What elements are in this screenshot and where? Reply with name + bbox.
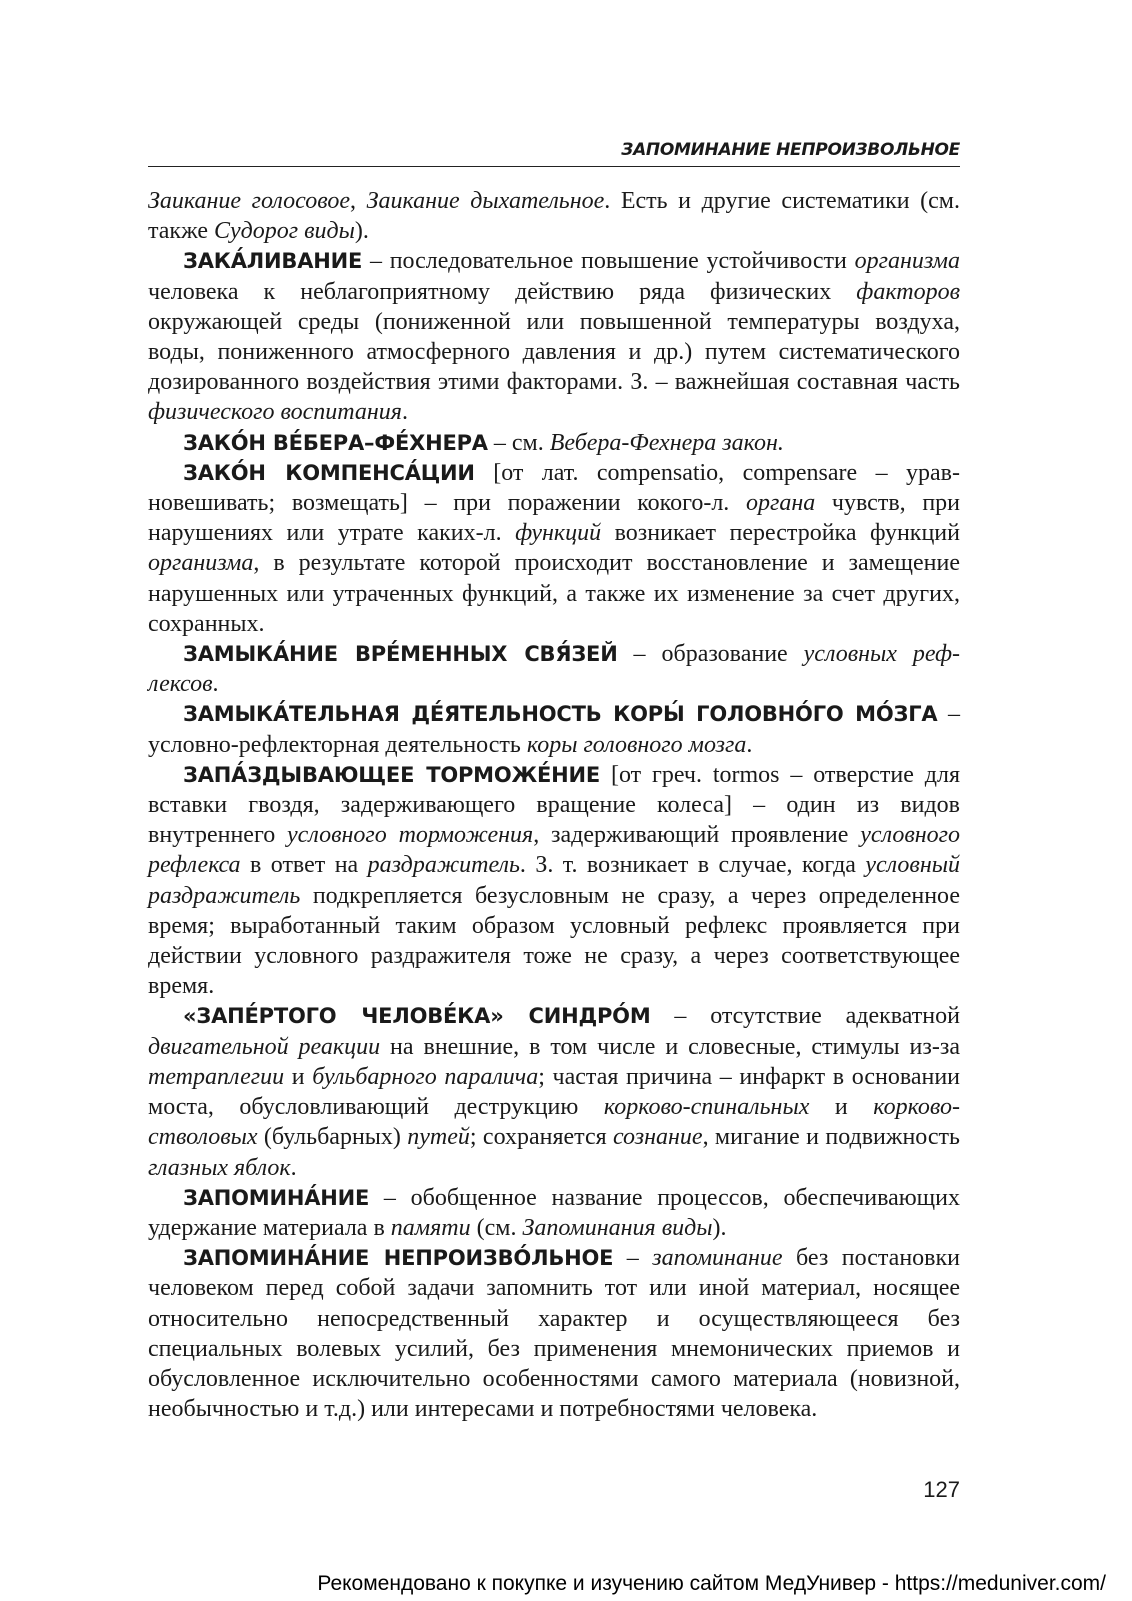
entry-term: ЗАПА́ЗДЫВАЮЩЕЕ ТОРМОЖЕ́НИЕ xyxy=(183,762,601,787)
entry-term: ЗАПОМИНА́НИЕ НЕПРОИЗВО́ЛЬНОЕ xyxy=(183,1246,614,1271)
dictionary-entry xyxy=(148,1001,960,1182)
entry-text: . xyxy=(746,731,753,758)
entry-text: , xyxy=(349,188,367,214)
entry-text: – см. xyxy=(487,429,550,456)
entry-text: – образование xyxy=(617,641,804,668)
cross-reference: сознание xyxy=(613,1124,703,1151)
cross-reference: Заикание дыхательное xyxy=(366,188,605,214)
entry-text: . xyxy=(290,1154,297,1181)
entry-text: подкрепляется безусловным не сразу, а через определенное время; выработанный таким образом условный рефлекс проявляется при действии условного раздражителя тоже не сразу, а через соответствующее время. xyxy=(148,882,960,1000)
dictionary-entry xyxy=(148,760,960,1002)
entry-text: чувств, при нарушениях или утрате каких-л. xyxy=(148,490,960,547)
dictionary-entry xyxy=(148,639,960,699)
entry-text: на внешние, в том числе и словесные, стимулы из-за xyxy=(380,1033,960,1060)
dictionary-entry xyxy=(148,699,960,759)
cross-reference: условных рефлексов xyxy=(148,641,960,698)
cross-reference: организма xyxy=(148,550,254,577)
entry-text: без постановки человеком перед собой задачи запомнить тот или иной материал, носящее относительно непосредственный характер и осуществляющееся без специальных волевых усилий, без применения мнемонических приемов и обусловленное исключительно особенностями самого материала (новизной, необычностью и т.д.) или интересами и потребностями человека. xyxy=(148,1245,961,1423)
entry-text: – отсутствие адекватной xyxy=(650,1003,960,1030)
cross-reference: тетраплегии xyxy=(148,1063,285,1090)
cross-reference: Вебера-Фехнера закон. xyxy=(549,429,784,456)
cross-reference: органа xyxy=(745,490,816,517)
cross-reference: коры головного мозга xyxy=(526,731,747,758)
cross-reference: бульбарного паралича xyxy=(312,1063,539,1090)
page-number: 127 xyxy=(923,1477,960,1502)
entry-text: и xyxy=(284,1063,313,1090)
entry-text: . xyxy=(401,399,408,426)
entry-text: – обобщенное название процессов, обеспечивающих удержание материала в xyxy=(148,1184,960,1241)
cross-reference: памяти xyxy=(390,1214,471,1241)
cross-reference: условный раздражитель xyxy=(148,852,960,909)
entry-term: ЗАКО́Н ВЕ́БЕРА–ФЕ́ХНЕРА xyxy=(183,430,488,455)
entry-text: . xyxy=(212,671,219,698)
dictionary-entry xyxy=(148,1243,960,1424)
cross-reference: корково-стволовых xyxy=(148,1094,960,1151)
entry-text: (см. xyxy=(470,1214,523,1241)
entry-text: ; частая причина – инфаркт в основании моста, обусловливающий деструкцию xyxy=(148,1063,961,1121)
dictionary-entry xyxy=(148,246,960,427)
entry-term: ЗАПОМИНА́НИЕ xyxy=(183,1185,370,1210)
dictionary-entry xyxy=(148,458,960,639)
cross-reference: условного торможения xyxy=(287,822,534,849)
entry-text: человека к неблагоприятному действию ряда физических xyxy=(148,278,857,305)
entry-term: ЗАМЫКА́НИЕ ВРЕ́МЕННЫХ СВЯ́ЗЕЙ xyxy=(183,642,618,667)
cross-reference: запоминание xyxy=(652,1245,783,1272)
cross-reference: глазных яблок xyxy=(148,1154,291,1181)
entry-text: ). xyxy=(712,1214,727,1241)
entry-text: окружающей среды (пониженной или повышенной температуры воздуха, воды, пониженного атмосферного давления и др.) путем систематического дозированного воздействия этими факторами. З. – важнейшая составная часть xyxy=(148,308,960,396)
entry-text: , мигание и подвижность xyxy=(702,1124,960,1151)
entry-text: – последовательное повышение устойчивости xyxy=(362,248,855,275)
cross-reference: двигательной реакции xyxy=(148,1033,381,1060)
cross-reference: путей xyxy=(407,1124,470,1151)
cross-reference: Судорог виды xyxy=(214,218,355,245)
cross-reference: физического воспитания xyxy=(148,399,402,426)
footer-note: Рекомендовано к покупке и изучению сайтом МедУнивер - https://meduniver.com/ xyxy=(317,1572,1106,1595)
running-header: ЗАПОМИНАНИЕ НЕПРОИЗВОЛЬНОЕ xyxy=(148,140,960,167)
dictionary-entry xyxy=(148,428,960,458)
cross-reference: условного рефлекса xyxy=(148,822,961,879)
entry-text: [от лат. compensatio, compensare – уравновешивать; возмещать] – при поражении кокого-л. xyxy=(148,459,960,517)
entry-text: и xyxy=(809,1094,874,1121)
entry-text: . Есть и другие систематики (см. также xyxy=(148,188,960,245)
entry-term: «ЗАПЕ́РТОГО ЧЕЛОВЕ́КА» СИНДРО́М xyxy=(183,1004,651,1029)
cross-reference: Запоминания виды xyxy=(522,1214,713,1241)
cross-reference: Заикание голосовое xyxy=(148,188,350,214)
entry-text: [от греч. tormos – отверстие для вставки гвоздя, задерживающего вращение колеса] – один из видов внутреннего xyxy=(148,761,960,849)
entry-text: в ответ на xyxy=(240,852,368,879)
entry-continuation xyxy=(148,186,960,246)
entry-text: , задерживающий проявление xyxy=(533,822,861,849)
entry-text: возникает перестройка функций xyxy=(601,520,960,547)
entry-text: . З. т. возникает в случае, когда xyxy=(519,852,866,879)
entry-text: ). xyxy=(354,218,369,245)
dictionary-entry xyxy=(148,1183,960,1243)
cross-reference: корково-спинальных xyxy=(603,1094,810,1121)
entry-term: ЗАКО́Н КОМПЕНСА́ЦИИ xyxy=(183,460,475,485)
entry-term: ЗАКА́ЛИВАНИЕ xyxy=(183,249,363,274)
dictionary-text xyxy=(148,186,960,1424)
entry-text: ; сохраняется xyxy=(469,1124,613,1151)
cross-reference: факторов xyxy=(856,278,960,305)
entry-text: (бульбарных) xyxy=(257,1124,408,1151)
cross-reference: функций xyxy=(515,520,602,547)
cross-reference: раздражитель xyxy=(367,852,520,879)
entry-text: – условно-рефлекторная деятельность xyxy=(148,701,960,758)
entry-term: ЗАМЫКА́ТЕЛЬНАЯ ДЕ́ЯТЕЛЬНОСТЬ КОРЫ́ ГОЛОВНО́ГО МО́ЗГА xyxy=(183,702,938,727)
entry-text: – xyxy=(613,1245,653,1272)
cross-reference: организма xyxy=(854,248,960,275)
entry-text: , в результате которой происходит восстановление и замещение нарушенных или утраченных функций, а также их изменение за счет других, сохранных. xyxy=(148,550,960,637)
